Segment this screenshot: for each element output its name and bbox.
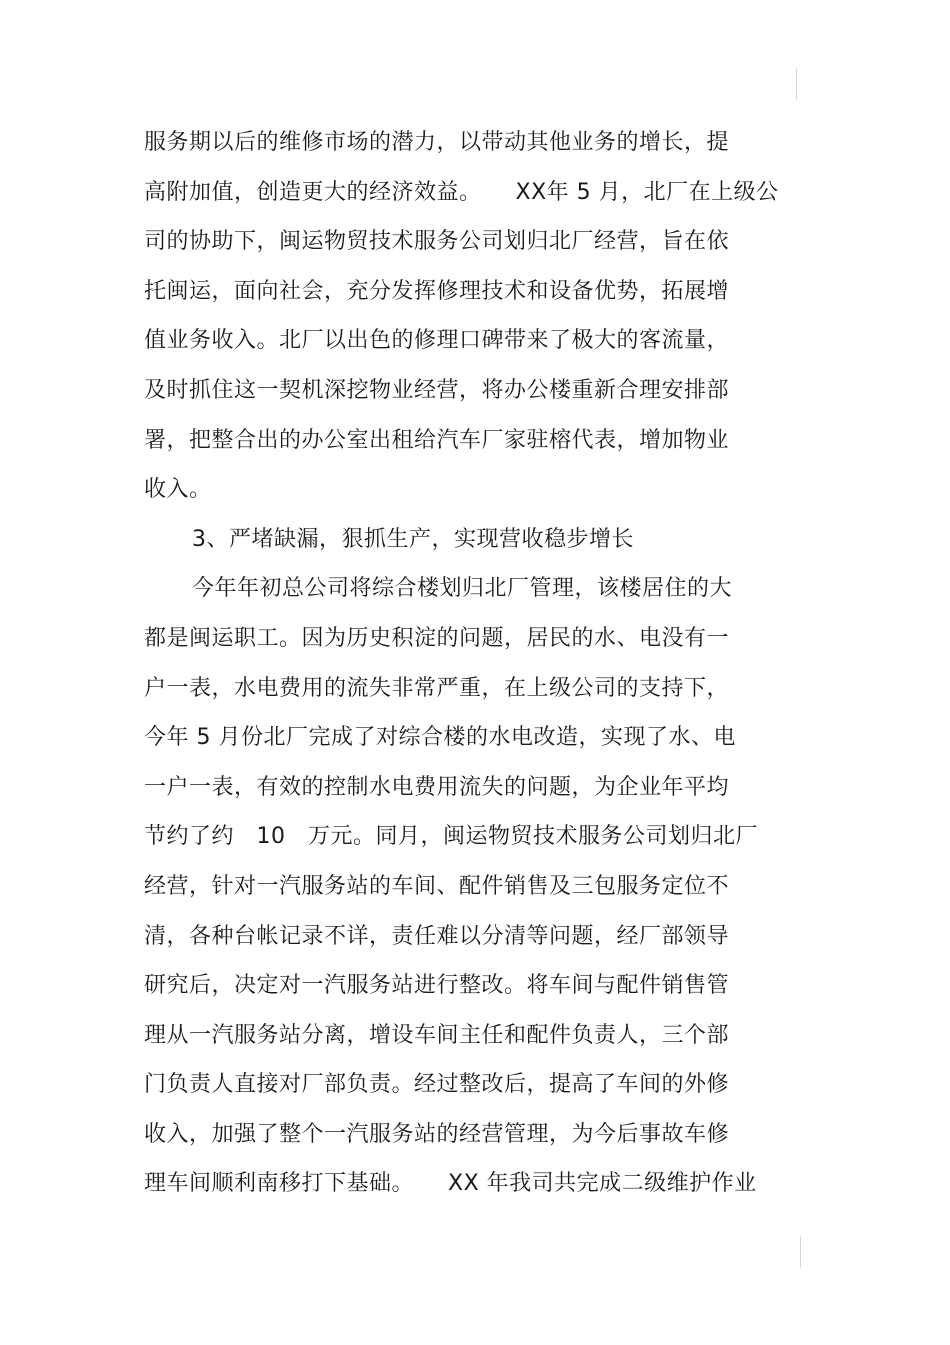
text-line: 服务期以后的维修市场的潜力，以带动其他业务的增长，提 [144,130,730,155]
page-edge-mark-bottom [800,1236,801,1268]
text-line: 署，把整合出的办公室出租给汽车厂家驻榕代表，增加物业 [144,427,730,453]
text-line: 清，各种台帐记录不详，责任难以分清等问题，经厂部领导 [144,923,730,949]
text-line: 理从一汽服务站分离，增设车间主任和配件负责人，三个部 [144,1022,730,1048]
text-line: 值业务收入。北厂以出色的修理口碑带来了极大的客流量， [144,328,730,354]
text-line: 节约了约 10 万元。同月，闽运物贸技术服务公司划归北厂 [144,824,758,850]
page-edge-mark-top [796,68,797,100]
text-line: 托闽运，面向社会，充分发挥修理技术和设备优势，拓展增 [144,278,730,304]
text-line: 收入。 [144,477,212,503]
section-heading: 3、严堵缺漏，狠抓生产，实现营收稳步增长 [192,526,634,552]
text-line: 门负责人直接对厂部负责。经过整改后，提高了车间的外修 [144,1072,730,1098]
text-line: 一户一表，有效的控制水电费用流失的问题，为企业年平均 [144,774,730,800]
text-line: 经营，针对一汽服务站的车间、配件销售及三包服务定位不 [144,873,730,899]
text-line: 及时抓住这一契机深挖物业经营，将办公楼重新合理安排部 [144,377,730,403]
body-text [144,118,804,1209]
text-line: 收入，加强了整个一汽服务站的经营管理，为今后事故车修 [144,1121,730,1147]
text-line: 理车间顺利南移打下基础。 XX 年我司共完成二级维护作业 [144,1171,757,1197]
text-line: 司的协助下，闽运物贸技术服务公司划归北厂经营，旨在依 [144,229,730,255]
text-line: 研究后，决定对一汽服务站进行整改。将车间与配件销售管 [144,973,730,999]
text-line: 今年年初总公司将综合楼划归北厂管理，该楼居住的大 [192,576,733,602]
text-line: 高附加值，创造更大的经济效益。 XX年 5 月，北厂在上级公 [144,179,779,205]
text-line: 户一表，水电费用的流失非常严重，在上级公司的支持下， [144,675,730,701]
text-line: 都是闽运职工。因为历史积淀的问题，居民的水、电没有一 [144,625,730,651]
text-line: 今年 5 月份北厂完成了对综合楼的水电改造，实现了水、电 [144,725,736,751]
